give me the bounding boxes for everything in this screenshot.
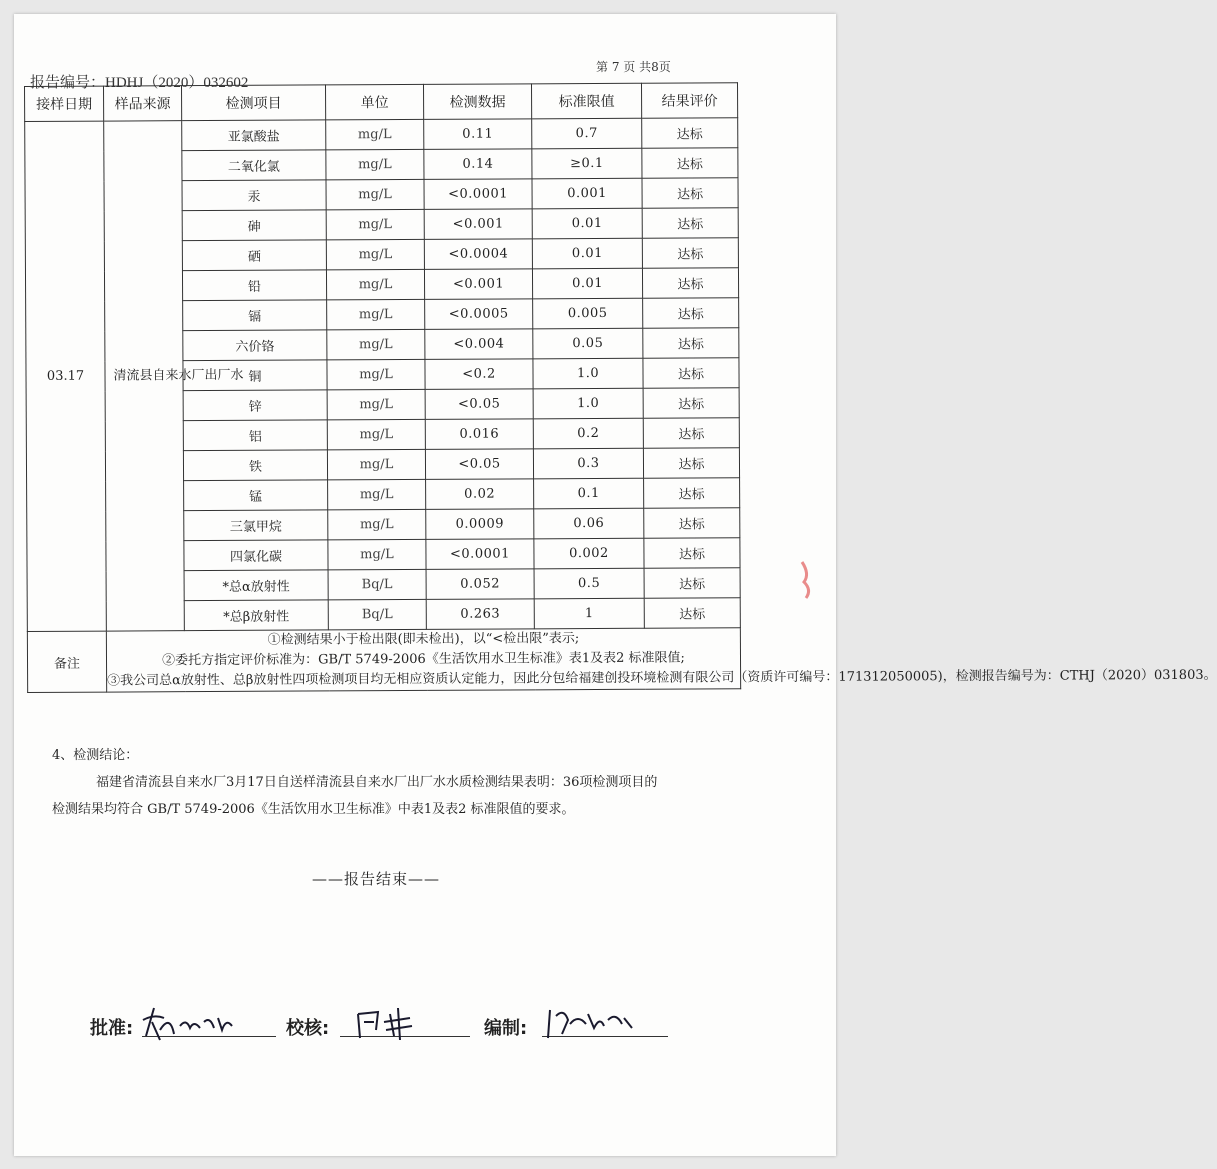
- conclusion-section: [52, 742, 772, 823]
- unit-cell: mg/L: [326, 239, 424, 270]
- item-cell: 二氧化氯: [182, 150, 326, 181]
- item-cell: 汞: [182, 180, 326, 211]
- conclusion-heading: 4、检测结论：: [52, 748, 139, 763]
- result-cell: 达标: [643, 298, 739, 329]
- unit-cell: mg/L: [326, 119, 424, 150]
- value-cell: 0.263: [426, 599, 534, 630]
- unit-cell: mg/L: [328, 479, 426, 510]
- limit-cell: 0.001: [532, 178, 642, 209]
- item-cell: 铁: [183, 450, 327, 481]
- item-cell: 锌: [183, 390, 327, 421]
- unit-cell: mg/L: [326, 179, 424, 210]
- result-cell: 达标: [644, 478, 740, 509]
- item-cell: 三氯甲烷: [184, 510, 328, 541]
- results-table: [24, 82, 1217, 693]
- value-cell: <0.0001: [426, 539, 534, 570]
- header-date: 接样日期: [25, 86, 104, 121]
- limit-cell: 0.06: [534, 508, 644, 539]
- item-cell: 四氯化碳: [184, 540, 328, 571]
- limit-cell: 0.002: [534, 538, 644, 569]
- result-cell: 达标: [644, 568, 740, 599]
- value-cell: <0.004: [425, 329, 533, 360]
- result-cell: 达标: [643, 418, 739, 449]
- item-cell: 铜: [183, 360, 327, 391]
- note-line: ③我公司总α放射性、总β放射性四项检测项目均无相应资质认定能力，因此分包给福建创投环境检测有限公司（资质许可编号：171312050005)，检测报告编号为：CTHJ（2020）031803。: [107, 667, 1217, 689]
- item-cell: 镉: [183, 300, 327, 331]
- unit-cell: mg/L: [327, 419, 425, 450]
- page-number: 第 7 页 共8页: [596, 60, 671, 74]
- unit-cell: mg/L: [326, 269, 424, 300]
- unit-cell: mg/L: [327, 299, 425, 330]
- result-cell: 达标: [644, 508, 740, 539]
- header-result: 结果评价: [641, 83, 737, 119]
- result-cell: 达标: [643, 448, 739, 479]
- value-cell: 0.11: [424, 119, 532, 150]
- result-cell: 达标: [644, 598, 740, 629]
- unit-cell: mg/L: [327, 449, 425, 480]
- limit-cell: 0.2: [533, 418, 643, 449]
- value-cell: 0.052: [426, 569, 534, 600]
- result-cell: 达标: [642, 118, 738, 149]
- limit-cell: 0.01: [532, 238, 642, 269]
- value-cell: <0.05: [425, 449, 533, 480]
- unit-cell: mg/L: [326, 149, 424, 180]
- conclusion-line-2: 检测结果均符合 GB/T 5749-2006《生活饮用水卫生标准》中表1及表2 标准限值的要求。: [52, 802, 575, 817]
- sample-date: 03.17: [25, 121, 107, 631]
- limit-cell: 0.5: [534, 568, 644, 599]
- limit-cell: 1: [534, 598, 644, 629]
- limit-cell: 0.01: [532, 208, 642, 239]
- item-cell: 亚氯酸盐: [182, 120, 326, 151]
- limit-cell: 0.05: [533, 328, 643, 359]
- limit-cell: 0.1: [534, 478, 644, 509]
- review-signature: [350, 1000, 460, 1046]
- approve-signature: [140, 1000, 280, 1046]
- value-cell: <0.001: [424, 209, 532, 240]
- item-cell: 锰: [184, 480, 328, 511]
- notes-label: 备注: [27, 631, 106, 692]
- table-header-row: [25, 83, 738, 122]
- unit-cell: Bq/L: [328, 599, 426, 630]
- item-cell: 砷: [182, 210, 326, 241]
- unit-cell: mg/L: [327, 359, 425, 390]
- item-cell: *总α放射性: [184, 570, 328, 601]
- notes-content: [106, 628, 1217, 692]
- limit-cell: ≥0.1: [532, 148, 642, 179]
- limit-cell: 1.0: [533, 358, 643, 389]
- value-cell: 0.14: [424, 149, 532, 180]
- limit-cell: 0.01: [532, 268, 642, 299]
- value-cell: <0.001: [424, 269, 532, 300]
- approve-label: 批准:: [90, 1018, 134, 1039]
- result-cell: 达标: [643, 328, 739, 359]
- unit-cell: mg/L: [327, 389, 425, 420]
- header-source: 样品来源: [104, 86, 182, 121]
- value-cell: <0.0001: [424, 179, 532, 210]
- table-row: [25, 118, 738, 152]
- unit-cell: Bq/L: [328, 569, 426, 600]
- item-cell: 铅: [182, 270, 326, 301]
- limit-cell: 0.3: [533, 448, 643, 479]
- header-value: 检测数据: [423, 84, 531, 120]
- report-number: 报告编号：HDHJ（2020）032602: [30, 75, 249, 91]
- result-cell: 达标: [642, 268, 738, 299]
- value-cell: <0.05: [425, 389, 533, 420]
- review-label: 校核:: [286, 1018, 330, 1039]
- report-end-marker: ——报告结束——: [312, 870, 441, 888]
- header-limit: 标准限值: [531, 83, 641, 119]
- unit-cell: mg/L: [328, 539, 426, 570]
- value-cell: <0.0004: [424, 239, 532, 270]
- header-unit: 单位: [325, 84, 423, 120]
- unit-cell: mg/L: [326, 209, 424, 240]
- result-cell: 达标: [642, 148, 738, 179]
- item-cell: 铝: [183, 420, 327, 451]
- value-cell: 0.02: [426, 479, 534, 510]
- item-cell: *总β放射性: [184, 600, 328, 631]
- note-line: ②委托方指定评价标准为：GB/T 5749-2006《生活饮用水卫生标准》表1及表2 标准限值;: [162, 650, 685, 669]
- result-cell: 达标: [642, 178, 738, 209]
- item-cell: 硒: [182, 240, 326, 271]
- header-item: 检测项目: [182, 85, 326, 121]
- limit-cell: 1.0: [533, 388, 643, 419]
- result-cell: 达标: [642, 208, 738, 239]
- note-line: ①检测结果小于检出限(即未检出)，以“<检出限”表示;: [267, 631, 580, 648]
- result-cell: 达标: [642, 238, 738, 269]
- value-cell: 0.016: [425, 419, 533, 450]
- limit-cell: 0.7: [532, 118, 642, 149]
- unit-cell: mg/L: [328, 509, 426, 540]
- limit-cell: 0.005: [533, 298, 643, 329]
- prepare-signature: [542, 1000, 652, 1046]
- result-cell: 达标: [643, 388, 739, 419]
- conclusion-line-1: 福建省清流县自来水厂3月17日自送样清流县自来水厂出厂水水质检测结果表明：36项检测项目的: [96, 775, 658, 790]
- value-cell: <0.0005: [425, 299, 533, 330]
- sample-source: 清流县自来水厂出厂水: [104, 121, 185, 631]
- item-cell: 六价铬: [183, 330, 327, 361]
- result-cell: 达标: [644, 538, 740, 569]
- signature-row: [90, 1004, 710, 1044]
- result-cell: 达标: [643, 358, 739, 389]
- unit-cell: mg/L: [327, 329, 425, 360]
- notes-row: [27, 628, 740, 693]
- prepare-label: 编制:: [484, 1018, 528, 1039]
- red-stamp-edge: [800, 560, 814, 600]
- value-cell: <0.2: [425, 359, 533, 390]
- value-cell: 0.0009: [426, 509, 534, 540]
